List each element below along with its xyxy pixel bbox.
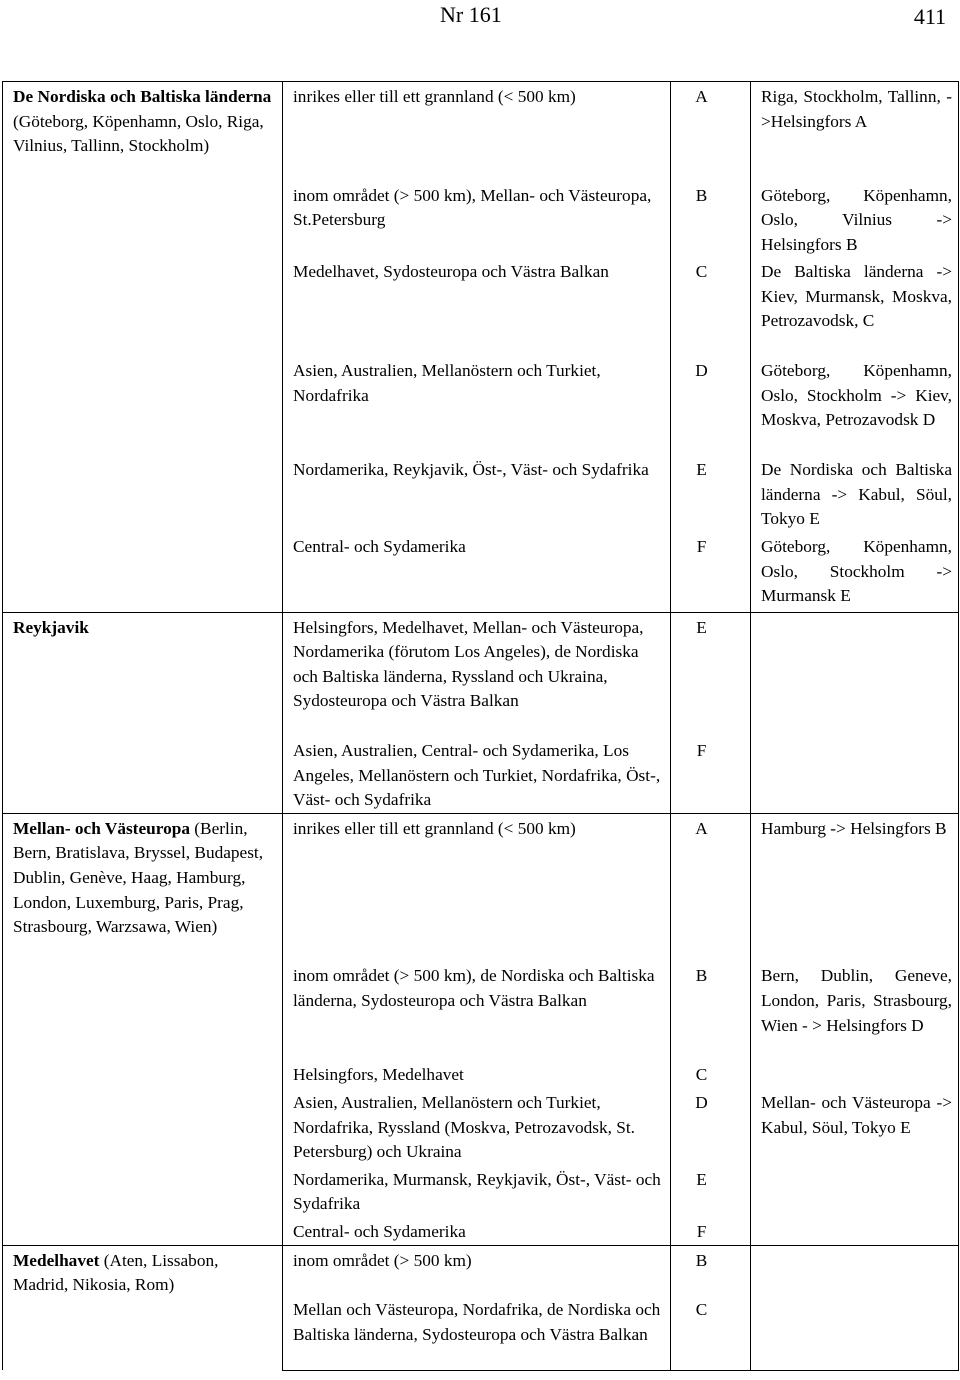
table-row bbox=[3, 1245, 959, 1295]
example-cell: Mellan- och Västeuropa -> Kabul, Söul, Tokyo E bbox=[751, 1088, 959, 1165]
destination-cell: Mellan och Västeuropa, Nordafrika, de Nordiska och Baltiska länderna, Sydosteuropa och Västra Balkan bbox=[283, 1295, 671, 1370]
example-cell bbox=[751, 1245, 959, 1295]
issue-number: Nr 161 bbox=[440, 2, 502, 27]
example-cell: De Baltiska länderna -> Kiev, Murmansk, Moskva, Petrozavodsk, C bbox=[751, 257, 959, 356]
destination-cell: inom området (> 500 km), de Nordiska och Baltiska länderna, Sydosteuropa och Västra Balkan bbox=[283, 961, 671, 1060]
page-number: 411 bbox=[913, 4, 946, 29]
destination-cell: Central- och Sydamerika bbox=[283, 532, 671, 612]
example-cell: Bern, Dublin, Geneve, London, Paris, Strasbourg, Wien - > Helsingfors D bbox=[751, 961, 959, 1060]
origin-title: Reykjavik bbox=[13, 617, 89, 637]
origin-cities: (Göteborg, Köpenhamn, Oslo, Riga, Vilnius, Tallinn, Stockholm) bbox=[13, 111, 264, 156]
origin-cell bbox=[3, 612, 283, 813]
zone-cell: B bbox=[671, 181, 751, 258]
example-cell bbox=[751, 612, 959, 736]
table-row bbox=[3, 612, 959, 736]
origin-title: Medelhavet bbox=[13, 1250, 100, 1270]
destination-cell: Medelhavet, Sydosteuropa och Västra Balkan bbox=[283, 257, 671, 356]
origin-cell bbox=[3, 82, 283, 613]
example-cell bbox=[751, 1217, 959, 1245]
zone-cell: A bbox=[671, 82, 751, 181]
zone-cell: C bbox=[671, 1295, 751, 1370]
example-cell bbox=[751, 1060, 959, 1088]
example-cell: Hamburg -> Helsingfors B bbox=[751, 813, 959, 961]
origin-cell bbox=[3, 813, 283, 1245]
example-cell bbox=[751, 1295, 959, 1370]
origin-title: Mellan- och Västeuropa bbox=[13, 818, 190, 838]
example-cell: Riga, Stockholm, Tallinn, ->Helsingfors A bbox=[751, 82, 959, 181]
origin-cell bbox=[3, 1245, 283, 1370]
destination-cell: inrikes eller till ett grannland (< 500 km) bbox=[283, 813, 671, 961]
destination-cell: Asien, Australien, Mellanöstern och Turkiet, Nordafrika bbox=[283, 356, 671, 455]
table-row bbox=[3, 82, 959, 181]
example-cell: Göteborg, Köpenhamn, Oslo, Vilnius -> Helsingfors B bbox=[751, 181, 959, 258]
destination-cell: Helsingfors, Medelhavet, Mellan- och Västeuropa, Nordamerika (förutom Los Angeles), de Nordiska och Baltiska länderna, Ryssland och Ukraina, Sydosteuropa och Västra Balkan bbox=[283, 612, 671, 736]
zone-cell: E bbox=[671, 455, 751, 532]
origin-title: De Nordiska och Baltiska länderna bbox=[13, 87, 272, 106]
zone-table bbox=[2, 81, 959, 1371]
example-cell bbox=[751, 1165, 959, 1217]
zone-cell: A bbox=[671, 813, 751, 961]
destination-cell: inom området (> 500 km), Mellan- och Västeuropa, St.Petersburg bbox=[283, 181, 671, 258]
zone-cell: C bbox=[671, 1060, 751, 1088]
zone-cell: F bbox=[671, 736, 751, 813]
destination-cell: Asien, Australien, Central- och Sydamerika, Los Angeles, Mellanöstern och Turkiet, Nordafrika, Öst-, Väst- och Sydafrika bbox=[283, 736, 671, 813]
zone-cell: D bbox=[671, 356, 751, 455]
example-cell: De Nordiska och Baltiska länderna -> Kabul, Söul, Tokyo E bbox=[751, 455, 959, 532]
destination-cell: inrikes eller till ett grannland (< 500 km) bbox=[283, 82, 671, 181]
zone-cell: F bbox=[671, 532, 751, 612]
example-cell bbox=[751, 736, 959, 813]
zone-cell: D bbox=[671, 1088, 751, 1165]
zone-cell: B bbox=[671, 1245, 751, 1295]
zone-cell: F bbox=[671, 1217, 751, 1245]
table-row bbox=[3, 813, 959, 961]
example-cell: Göteborg, Köpenhamn, Oslo, Stockholm -> Kiev, Moskva, Petrozavodsk D bbox=[751, 356, 959, 455]
page-header bbox=[0, 0, 960, 40]
origin-cities: (Aten, Lissabon, Madrid, Nikosia, Rom) bbox=[13, 1250, 219, 1295]
destination-cell: Central- och Sydamerika bbox=[283, 1217, 671, 1245]
destination-cell: inom området (> 500 km) bbox=[283, 1245, 671, 1295]
example-cell: Göteborg, Köpenhamn, Oslo, Stockholm -> Murmansk E bbox=[751, 532, 959, 612]
zone-cell: E bbox=[671, 612, 751, 736]
destination-cell: Nordamerika, Murmansk, Reykjavik, Öst-, Väst- och Sydafrika bbox=[283, 1165, 671, 1217]
zone-cell: C bbox=[671, 257, 751, 356]
zone-cell: B bbox=[671, 961, 751, 1060]
destination-cell: Asien, Australien, Mellanöstern och Turkiet, Nordafrika, Ryssland (Moskva, Petrozavodsk, St. Petersburg) och Ukraina bbox=[283, 1088, 671, 1165]
zone-cell: E bbox=[671, 1165, 751, 1217]
origin-cities: (Berlin, Bern, Bratislava, Bryssel, Budapest, Dublin, Genève, Haag, Hamburg, London, Luxemburg, Paris, Prag, Strasbourg, Warzsawa, Wien) bbox=[13, 818, 264, 937]
destination-cell: Nordamerika, Reykjavik, Öst-, Väst- och Sydafrika bbox=[283, 455, 671, 532]
destination-cell: Helsingfors, Medelhavet bbox=[283, 1060, 671, 1088]
